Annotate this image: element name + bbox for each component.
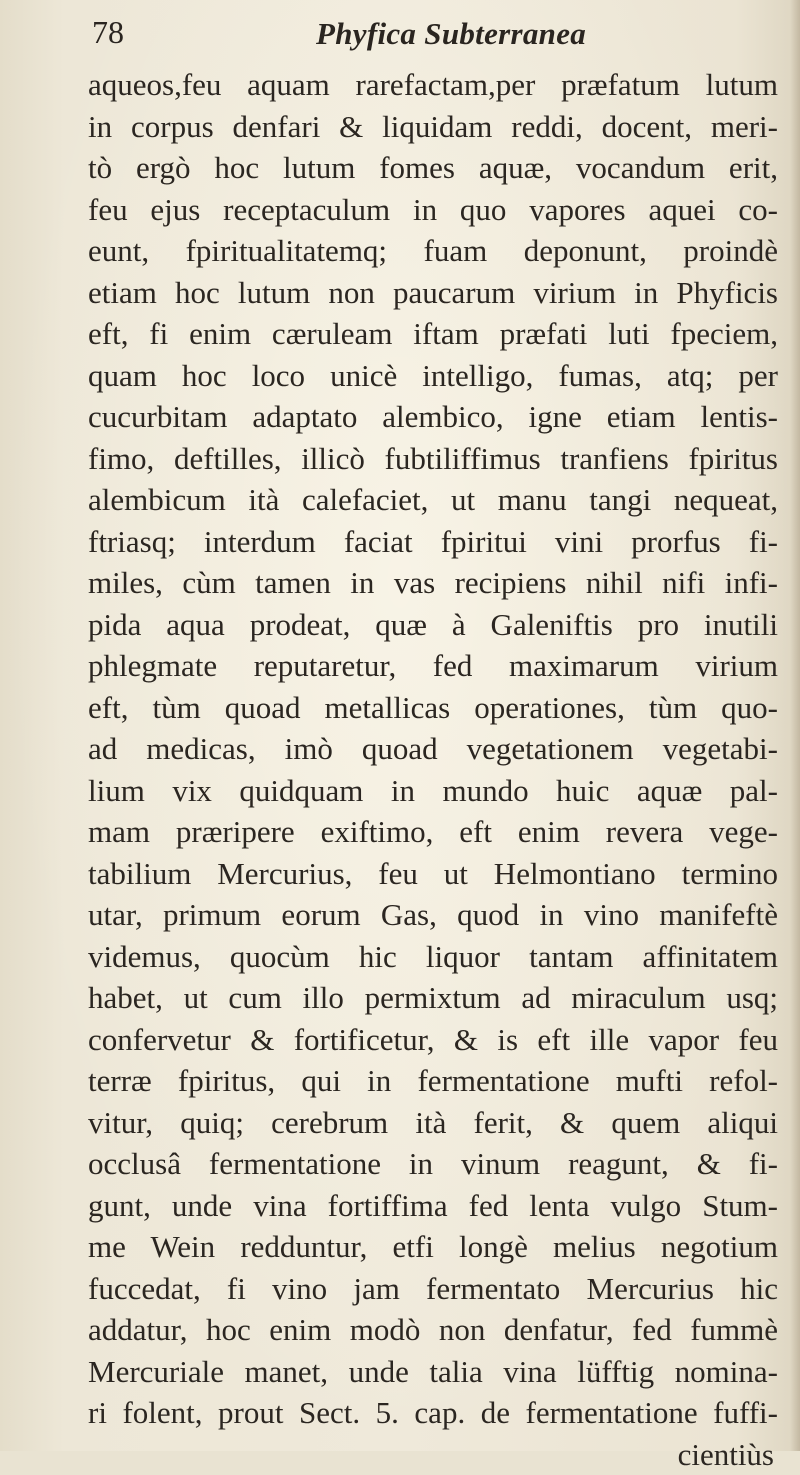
text-line: phlegmate reputaretur, fed maximarum virium: [88, 645, 778, 687]
text-line: addatur, hoc enim modò non denfatur, fed fummè: [88, 1309, 778, 1351]
text-line: pida aqua prodeat, quæ à Galeniftis pro inutili: [88, 604, 778, 646]
running-head: Phyfica Subterranea: [316, 16, 586, 52]
text-line: aqueos,feu aquam rarefactam,per præfatum lutum: [88, 64, 778, 106]
text-line: quam hoc loco unicè intelligo, fumas, atq; per: [88, 355, 778, 397]
text-line: videmus, quocùm hic liquor tantam affinitatem: [88, 936, 778, 978]
body-text: [88, 64, 778, 1475]
text-line: Mercuriale manet, unde talia vina lüfftig nomina-: [88, 1351, 778, 1393]
text-line: vitur, quiq; cerebrum ità ferit, & quem aliqui: [88, 1102, 778, 1144]
text-line: confervetur & fortificetur, & is eft ille vapor feu: [88, 1019, 778, 1061]
text-line: terræ fpiritus, qui in fermentatione mufti refol-: [88, 1060, 778, 1102]
text-line: me Wein redduntur, etfi longè melius negotium: [88, 1226, 778, 1268]
text-line: utar, primum eorum Gas, quod in vino manifeftè: [88, 894, 778, 936]
text-line: mam præripere exiftimo, eft enim revera vege-: [88, 811, 778, 853]
text-line: etiam hoc lutum non paucarum virium in Phyficis: [88, 272, 778, 314]
text-line: ad medicas, imò quoad vegetationem vegetabi-: [88, 728, 778, 770]
text-line: tabilium Mercurius, feu ut Helmontiano termino: [88, 853, 778, 895]
catchword: cientiùs: [88, 1434, 778, 1475]
text-line: eft, tùm quoad metallicas operationes, tùm quo-: [88, 687, 778, 729]
text-line: ri folent, prout Sect. 5. cap. de fermentatione fuffi-: [88, 1392, 778, 1434]
text-line: eft, fi enim cæruleam iftam præfati luti fpeciem,: [88, 313, 778, 355]
text-line: eunt, fpiritualitatemq; fuam deponunt, proindè: [88, 230, 778, 272]
text-line: lium vix quidquam in mundo huic aquæ pal-: [88, 770, 778, 812]
text-line: gunt, unde vina fortiffima fed lenta vulgo Stum-: [88, 1185, 778, 1227]
text-line: habet, ut cum illo permixtum ad miraculum usq;: [88, 977, 778, 1019]
text-line: in corpus denfari & liquidam reddi, docent, meri-: [88, 106, 778, 148]
page-number: 78: [92, 14, 124, 51]
text-line: occlusâ fermentatione in vinum reagunt, & fi-: [88, 1143, 778, 1185]
text-line: fuccedat, fi vino jam fermentato Mercurius hic: [88, 1268, 778, 1310]
text-line: miles, cùm tamen in vas recipiens nihil nifi infi-: [88, 562, 778, 604]
page-edge-shadow: [790, 0, 800, 1451]
text-line: tò ergò hoc lutum fomes aquæ, vocandum erit,: [88, 147, 778, 189]
text-line: alembicum ità calefaciet, ut manu tangi nequeat,: [88, 479, 778, 521]
page-header: [92, 14, 772, 64]
text-line: feu ejus receptaculum in quo vapores aquei co-: [88, 189, 778, 231]
text-line: cucurbitam adaptato alembico, igne etiam lentis-: [88, 396, 778, 438]
text-line: fimo, deftilles, illicò fubtiliffimus tranfiens fpiritus: [88, 438, 778, 480]
text-line: ftriasq; interdum faciat fpiritui vini prorfus fi-: [88, 521, 778, 563]
